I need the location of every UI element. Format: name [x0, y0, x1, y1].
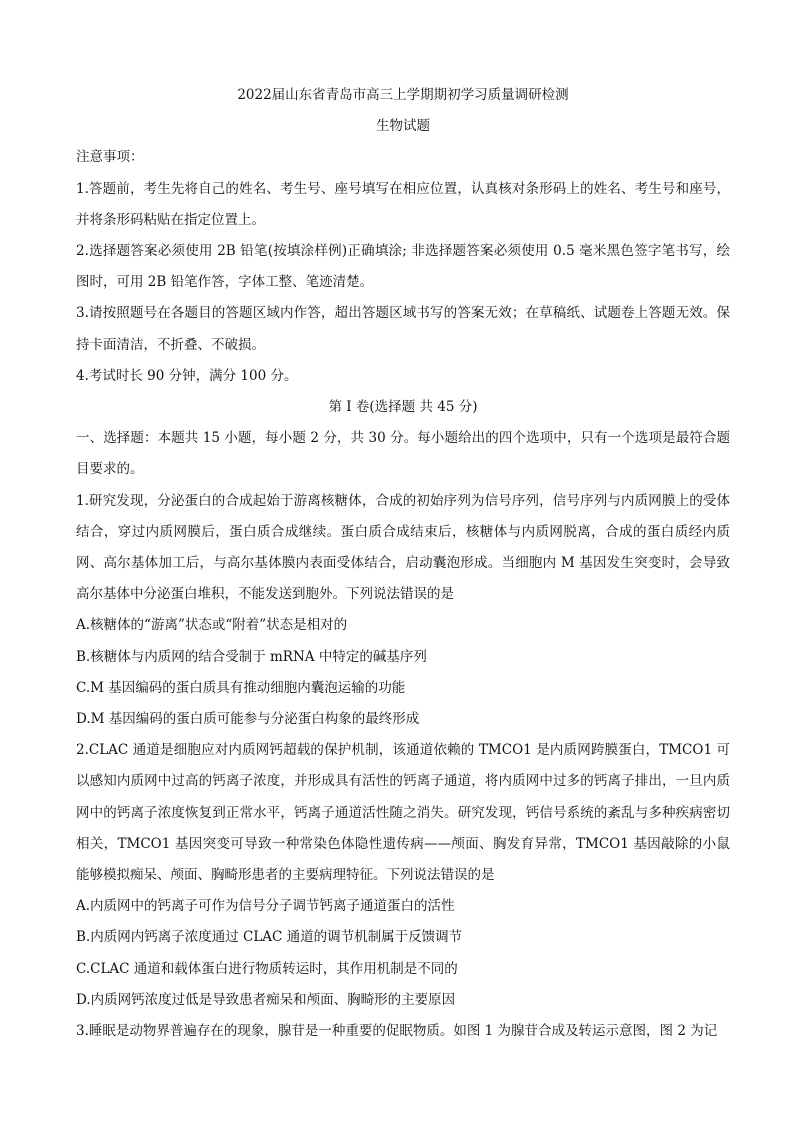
question-stem: 2.CLAC 通道是细胞应对内质网钙超载的保护机制，该通道依赖的 TMCO1 是内质网跨膜蛋白，TMCO1 可以感知内质网中过高的钙离子浓度，并形成具有活性的钙离子通道，将内质网中过多的钙离子排出，一旦内质网中的钙离子浓度恢复到正常水平，钙离子通道活性随之消失。研究发现，钙信号系统的紊乱与多种疾病密切相关，TMCO1 基因突变可导致一种常染色体隐性遗传病——颅面、胸发育异常，TMCO1 基因敲除的小鼠能够模拟痴呆、颅面、胸畸形患者的主要病理特征。下列说法错误的是: [76, 742, 730, 884]
note-item: 2.选择题答案必须使用 2B 铅笔(按填涂样例)正确填涂; 非选择题答案必须使用 0.5 毫米黑色签字笔书写，绘图时，可用 2B 铅笔作答，字体工整、笔迹清楚。: [76, 243, 730, 291]
question-option: B.内质网内钙离子浓度通过 CLAC 通道的调节机制属于反馈调节: [76, 929, 463, 946]
question-option: A.内质网中的钙离子可作为信号分子调节钙离子通道蛋白的活性: [76, 898, 455, 915]
question-option: A.核糖体的“游离”状态或“附着”状态是相对的: [76, 617, 348, 634]
note-item: 4.考试时长 90 分钟，满分 100 分。: [76, 367, 298, 384]
question-option: C.CLAC 通道和载体蛋白进行物质转运时，其作用机制是不同的: [76, 960, 458, 977]
question-stem: 1.研究发现，分泌蛋白的合成起始于游离核糖体，合成的初始序列为信号序列，信号序列与内质网膜上的受体结合，穿过内质网膜后，蛋白质合成继续。蛋白质合成结束后，核糖体与内质网脱离，合成的蛋白质经内质网、高尔基体加工后，与高尔基体膜内表面受体结合，启动囊泡形成。当细胞内 M 基因发生突变时，会导致高尔基体中分泌蛋白堆积，不能发送到胞外。下列说法错误的是: [76, 492, 730, 603]
note-item: 1.答题前，考生先将自己的姓名、考生号、座号填写在相应位置，认真核对条形码上的姓名、考生号和座号，并将条形码粘贴在指定位置上。: [76, 180, 730, 228]
section-title: 第 I 卷(选择题 共 45 分): [328, 399, 478, 416]
section-instruction: 一、选择题：本题共 15 小题，每小题 2 分，共 30 分。每小题给出的四个选项中，只有一个选项是最符合题目要求的。: [76, 430, 730, 478]
question-option: C.M 基因编码的蛋白质具有推动细胞内囊泡运输的功能: [76, 679, 406, 696]
notes-heading: 注意事项：: [76, 149, 144, 166]
question-stem: 3.睡眠是动物界普遍存在的现象，腺苷是一种重要的促眠物质。如图 1 为腺苷合成及转运示意图，图 2 为记: [76, 1023, 718, 1040]
question-option: B.核糖体与内质网的结合受制于 mRNA 中特定的碱基序列: [76, 648, 427, 665]
note-item: 3.请按照题号在各题目的答题区域内作答，超出答题区域书写的答案无效；在草稿纸、试题卷上答题无效。保持卡面清洁，不折叠、不破损。: [76, 305, 730, 353]
subject-title: 生物试题: [376, 118, 430, 135]
exam-title: 2022届山东省青岛市高三上学期期初学习质量调研检测: [237, 87, 569, 103]
question-option: D.M 基因编码的蛋白质可能参与分泌蛋白构象的最终形成: [76, 711, 420, 728]
question-option: D.内质网钙浓度过低是导致患者痴呆和颅面、胸畸形的主要原因: [76, 991, 456, 1008]
